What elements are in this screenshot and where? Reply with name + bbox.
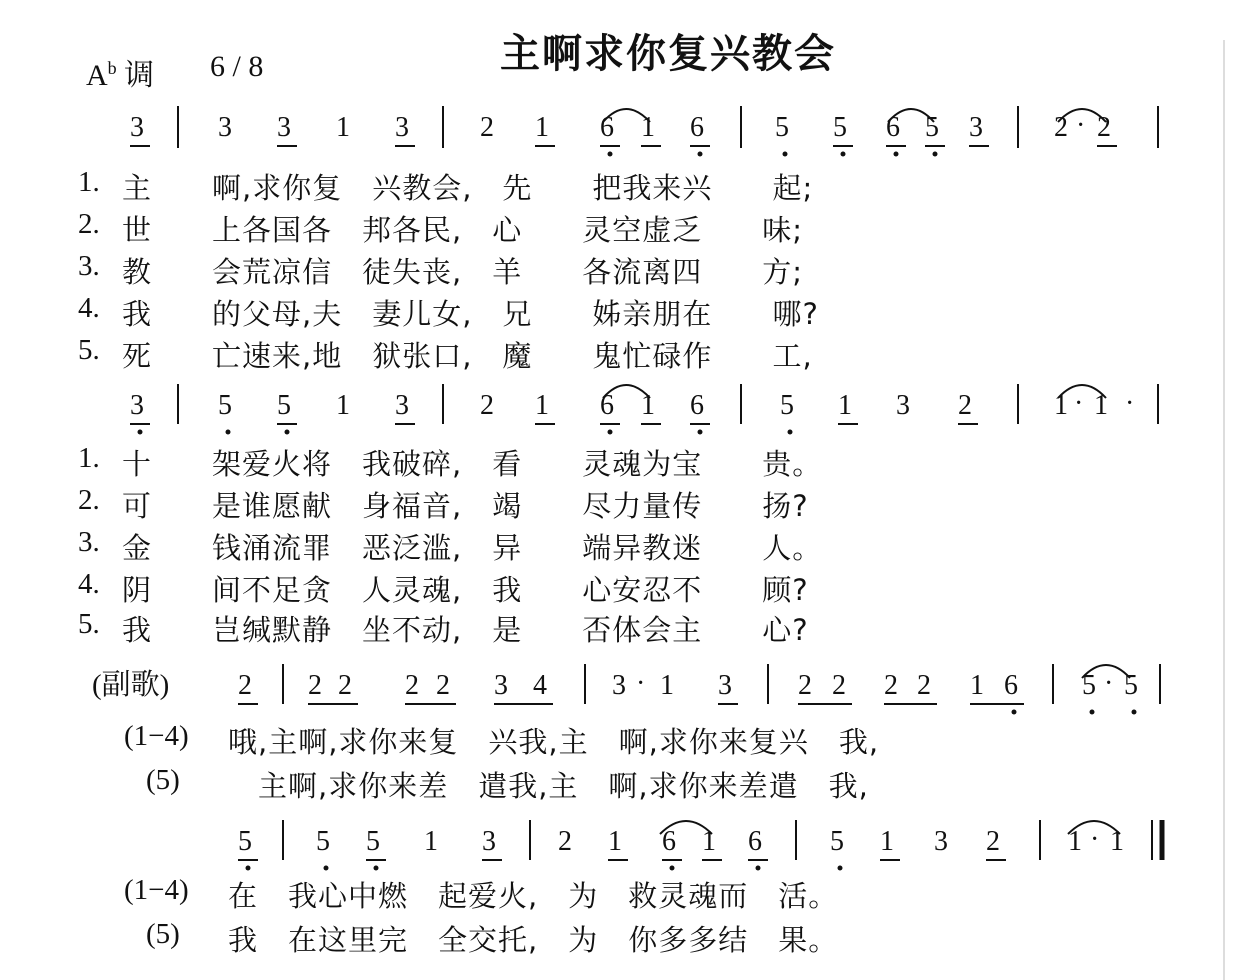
lyric-line: 教 会荒凉信 徒失丧, 羊 各流离四 方;	[122, 255, 803, 289]
verse-number: (5)	[146, 918, 180, 950]
note: 6	[886, 112, 900, 143]
note: 2	[798, 670, 812, 701]
note: 1	[880, 826, 894, 857]
note: 3	[277, 112, 291, 143]
lyric-line: 金 钱涌流罪 恶泛滥, 异 端异教迷 人。	[122, 531, 823, 565]
note: ·	[1090, 824, 1100, 855]
note: 5	[1082, 670, 1096, 701]
note: 1	[336, 112, 350, 143]
note: 1	[535, 112, 549, 143]
note: 4	[533, 670, 547, 701]
verse-number: 5.	[78, 334, 100, 366]
verse-number: 1.	[78, 166, 100, 198]
note: 2	[338, 670, 352, 701]
note: 3	[395, 112, 409, 143]
note: 6	[748, 826, 762, 857]
lyric-line: 可 是谁愿献 身福音, 竭 尽力量传 扬?	[122, 489, 809, 523]
note: 5	[830, 826, 844, 857]
note: 2	[958, 390, 972, 421]
note: 5	[780, 390, 794, 421]
lyric-line: 在 我心中燃 起爱火, 为 救灵魂而 活。	[228, 879, 839, 913]
verse-number: 5.	[78, 608, 100, 640]
note: 6	[600, 390, 614, 421]
lyric-line: 主啊,求你来差 遣我,主 啊,求你来差遣 我,	[228, 769, 869, 803]
note: 5	[925, 112, 939, 143]
note: 1	[1110, 826, 1124, 857]
note: 5	[833, 112, 847, 143]
note: 5	[1124, 670, 1138, 701]
note: ·	[1074, 388, 1084, 419]
note: 1	[970, 670, 984, 701]
verse-number: (5)	[146, 764, 180, 796]
note: 1	[641, 390, 655, 421]
note: 3	[494, 670, 508, 701]
key-letter: A	[86, 59, 108, 92]
note: 2	[1054, 112, 1068, 143]
note: ·	[1104, 668, 1114, 699]
note: 5	[366, 826, 380, 857]
note: 1	[608, 826, 622, 857]
note: 5	[316, 826, 330, 857]
key-suffix: 调	[124, 59, 155, 92]
note: 5	[218, 390, 232, 421]
note: 2	[558, 826, 572, 857]
lyric-line: 哦,主啊,求你来复 兴我,主 啊,求你来复兴 我,	[228, 725, 880, 759]
note: 6	[690, 390, 704, 421]
note: 6	[662, 826, 676, 857]
verse-number: 4.	[78, 568, 100, 600]
note: 1	[1054, 390, 1068, 421]
note: 3	[612, 670, 626, 701]
lyric-line: 主 啊,求你复 兴教会, 先 把我来兴 起;	[122, 171, 814, 205]
lyric-line: 世 上各国各 邦各民, 心 灵空虚乏 味;	[122, 213, 803, 247]
note: 1	[641, 112, 655, 143]
note: 3	[482, 826, 496, 857]
note: 5	[775, 112, 789, 143]
note: 2	[405, 670, 419, 701]
note: 1	[336, 390, 350, 421]
note: 6	[690, 112, 704, 143]
note: 1	[702, 826, 716, 857]
note: 6	[1004, 670, 1018, 701]
note: 3	[969, 112, 983, 143]
note: 3	[896, 390, 910, 421]
verse-number: (1−4)	[124, 720, 189, 752]
lyric-line: 我 在这里完 全交托, 为 你多多结 果。	[228, 923, 839, 957]
note: 3	[218, 112, 232, 143]
verse-number: (1−4)	[124, 874, 189, 906]
verse-number: 3.	[78, 250, 100, 282]
note: 2	[436, 670, 450, 701]
note: 1	[660, 670, 674, 701]
note: 2	[986, 826, 1000, 857]
note: ·	[1125, 388, 1135, 419]
lyric-line: 十 架爱火将 我破碎, 看 灵魂为宝 贵。	[122, 447, 823, 481]
note: 2	[884, 670, 898, 701]
note: 1	[424, 826, 438, 857]
note: 2	[480, 390, 494, 421]
note: 1	[1068, 826, 1082, 857]
lyric-line: 死 亡速来,地 狱张口, 魔 鬼忙碌作 工,	[122, 339, 813, 373]
song-title: 主啊求你复兴教会	[500, 31, 836, 77]
note: 3	[395, 390, 409, 421]
note: 3	[130, 112, 144, 143]
note: 5	[277, 390, 291, 421]
note: 3	[130, 390, 144, 421]
verse-number: 3.	[78, 526, 100, 558]
note: 3	[934, 826, 948, 857]
note: 2	[1097, 112, 1111, 143]
verse-number: 4.	[78, 292, 100, 324]
verse-number: 1.	[78, 442, 100, 474]
verse-number: 2.	[78, 208, 100, 240]
lyric-line: 我 岂缄默静 坐不动, 是 否体会主 心?	[122, 613, 809, 647]
verse-number: 2.	[78, 484, 100, 516]
note: 5	[238, 826, 252, 857]
chorus-label: (副歌)	[92, 669, 170, 701]
note: ·	[636, 668, 646, 699]
lyric-line: 我 的父母,夫 妻儿女, 兄 姊亲朋在 哪?	[122, 297, 819, 331]
note: 1	[1094, 390, 1108, 421]
note: 1	[535, 390, 549, 421]
note: 2	[238, 670, 252, 701]
key-flat: b	[107, 58, 117, 78]
lyric-line: 阴 间不足贪 人灵魂, 我 心安忍不 顾?	[122, 573, 809, 607]
note: 3	[718, 670, 732, 701]
note: 2	[480, 112, 494, 143]
note: 1	[838, 390, 852, 421]
note: ·	[1076, 110, 1086, 141]
time-signature: 6 / 8	[210, 50, 264, 83]
note: 2	[917, 670, 931, 701]
note: 2	[308, 670, 322, 701]
note: 6	[600, 112, 614, 143]
note: 2	[832, 670, 846, 701]
